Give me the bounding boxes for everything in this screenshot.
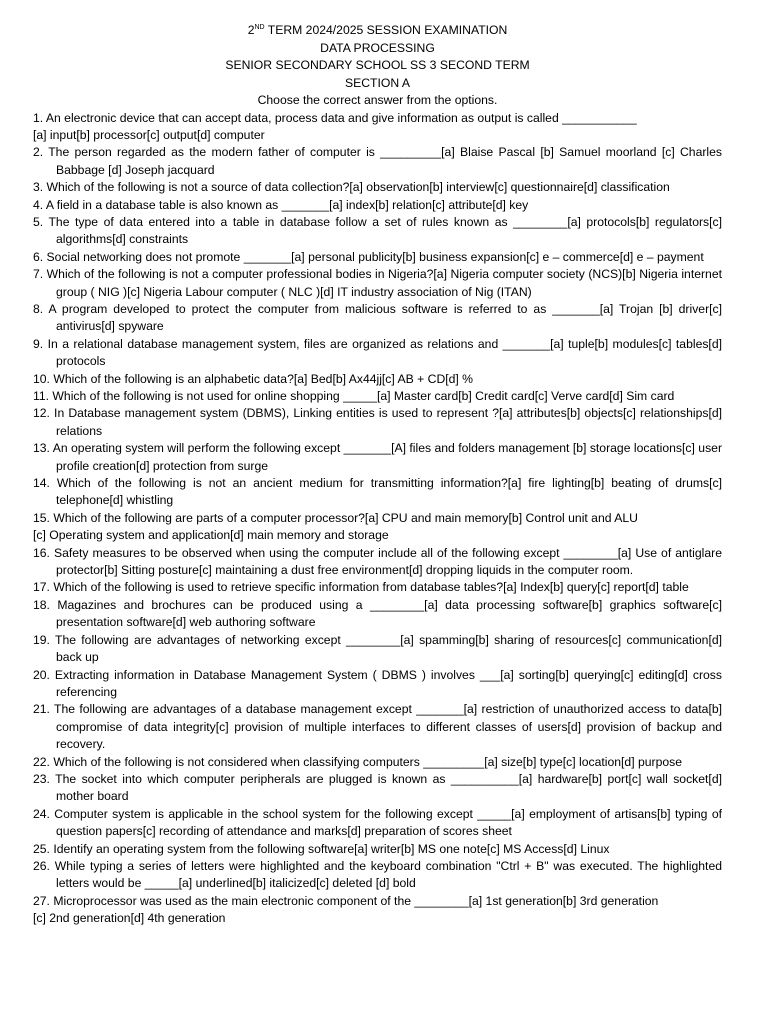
question-1: 1. An electronic device that can accept data, process data and give information as output is called ___________ [33,110,637,125]
question-27: 27. Microprocessor was used as the main electronic component of the ________[a] 1st generation[b] 3rd generation [33,893,659,908]
question-13: 13. An operating system will perform the following except _______[A] files and folders management [b] storage locations[c] user profile creation[d] protection from surge [33,441,722,473]
question-18: 18. Magazines and brochures can be produced using a ________[a] data processing software[b] graphics software[c] presentation software[d] web authoring software [33,597,722,630]
question-15-options: [c] Operating system and application[d] main memory and storage [33,528,389,543]
question-8: 8. A program developed to protect the computer from malicious software is referred to as _______[a] Trojan [b] driver[c] antivirus[d] spyware [33,301,722,334]
question-23: 23. The socket into which computer peripherals are plugged is known as __________[a] hardware[b] port[c] wall socket[d] mother board [33,771,722,804]
question-27-options: [c] 2nd generation[d] 4th generation [33,911,226,926]
question-11: 11. Which of the following is not used for online shopping _____[a] Master card[b] Credit card[c] Verve card[d] Sim card [33,389,675,403]
question-14: 14. Which of the following is not an ancient medium for transmitting information?[a] fire lighting[b] beating of drums[c] telephone[d] whistling [33,476,722,508]
question-16: 16. Safety measures to be observed when using the computer include all of the following except ________[a] Use of antiglare protector[b] Sitting posture[c] maintaining a dust free environment[d] dropping liquids in the computer room. [33,545,722,578]
class-title: SENIOR SECONDARY SCHOOL SS 3 SECOND TERM [225,58,530,72]
question-3: 3. Which of the following is not a source of data collection?[a] observation[b] interview[c] questionnaire[d] classification [33,180,670,195]
section-title: SECTION A [344,75,410,90]
question-9: 9. In a relational database management system, files are organized as relations and _______[a] tuple[b] modules[c] tables[d] protocols [33,336,722,369]
question-7: 7. Which of the following is not a computer professional bodies in Nigeria?[a] Nigeria computer society (NCS)[b] Nigeria internet group ( NIG )[c] Nigeria Labour computer ( NLC )[d] IT industry association of Nig (ITAN) [33,267,722,299]
exam-title-sup: ND [254,24,265,31]
question-2: 2. The person regarded as the modern father of computer is _________[a] Blaise Pascal [b] Samuel moorland [c] Charles Babbage [d] Joseph jacquard [33,145,722,177]
question-1-options: [a] input[b] processor[c] output[d] computer [33,127,265,142]
exam-title [33,22,722,40]
instruction: Choose the correct answer from the options. [257,93,498,107]
exam-title-post: TERM 2024/2025 SESSION EXAMINATION [264,23,508,37]
question-17: 17. Which of the following is used to retrieve specific information from database tables?[a] Index[b] query[c] report[d] table [33,580,689,595]
question-12: 12. In Database management system (DBMS), Linking entities is used to represent ?[a] attributes[b] objects[c] relationships[d] relations [33,406,722,438]
question-10: 10. Which of the following is an alphabetic data?[a] Bed[b] Ax44jj[c] AB + CD[d] % [33,371,474,386]
question-15: 15. Which of the following are parts of a computer processor?[a] CPU and main memory[b] Control unit and ALU [33,510,638,525]
question-20: 20. Extracting information in Database Management System ( DBMS ) involves ___[a] sorting[b] querying[c] editing[d] cross referencing [33,667,722,699]
question-5: 5. The type of data entered into a table in database follow a set of rules known as ________[a] protocols[b] regulators[c] algorithms[d] constraints [33,214,722,247]
question-25: 25. Identify an operating system from the following software[a] writer[b] MS one note[c] MS Access[d] Linux [33,841,610,856]
question-4: 4. A field in a database table is also known as _______[a] index[b] relation[c] attribute[d] key [33,197,529,212]
question-6: 6. Social networking does not promote _______[a] personal publicity[b] business expansion[c] e – commerce[d] e – payment [33,249,704,264]
question-26: 26. While typing a series of letters were highlighted and the keyboard combination "Ctrl + B" was executed. The highlighted letters would be _____[a] underlined[b] italicized[c] deleted [d] bold [33,858,722,891]
question-24: 24. Computer system is applicable in the school system for the following except _____[a] employment of artisans[b] typing of question papers[c] recording of attendance and marks[d] preparation of scores sheet [33,806,722,839]
question-19: 19. The following are advantages of networking except ________[a] spamming[b] sharing of resources[c] communication[d] back up [33,632,722,665]
exam-title-pre: 2 [247,23,255,37]
question-21: 21. The following are advantages of a database management except _______[a] restriction of unauthorized access to data[b] compromise of data integrity[c] provision of multiple interfaces to different classes of users[d] provision of backup and recovery. [33,702,722,752]
subject-title: DATA PROCESSING [320,40,435,55]
question-22: 22. Which of the following is not considered when classifying computers _________[a] size[b] type[c] location[d] purpose [33,754,683,769]
